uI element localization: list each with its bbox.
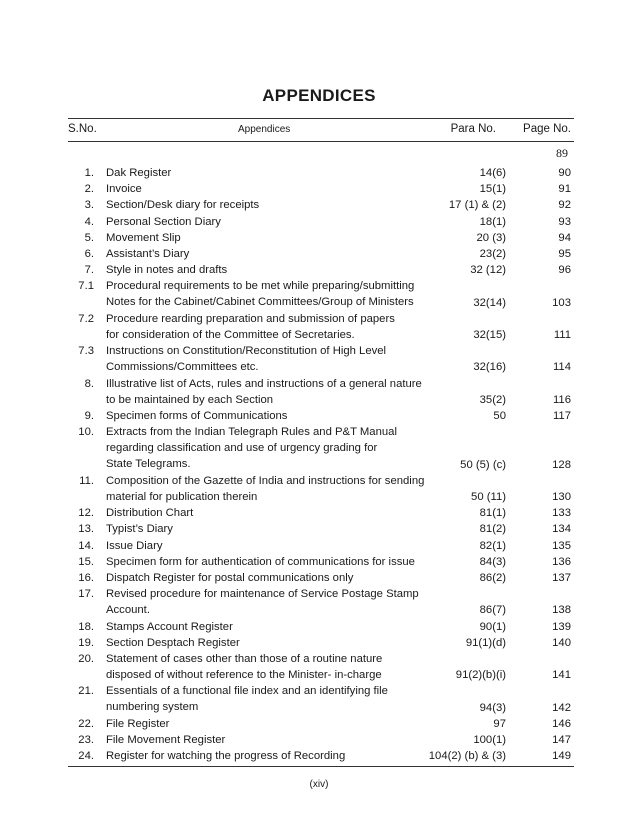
row-para-no: 50 bbox=[493, 410, 506, 422]
row-title bbox=[106, 748, 436, 764]
row-page-no: 146 bbox=[552, 717, 571, 730]
row-para-no: 86(7) bbox=[479, 604, 506, 617]
row-title bbox=[106, 554, 436, 570]
row-title-line: Section/Desk diary for receipts bbox=[106, 199, 260, 212]
row-number: 1. bbox=[84, 167, 94, 179]
row-page-no: 103 bbox=[552, 296, 571, 309]
row-para-no: 91(1)(d) bbox=[465, 636, 506, 649]
table-row bbox=[68, 651, 574, 683]
row-title bbox=[106, 570, 436, 586]
table-row bbox=[68, 214, 574, 230]
row-para-no: 20 (3) bbox=[476, 231, 506, 244]
row-number: 19. bbox=[78, 636, 94, 649]
row-title-line: material for publication therein bbox=[106, 490, 258, 503]
row-title-line: Invoice bbox=[106, 183, 142, 196]
row-title-line: Issue Diary bbox=[106, 539, 163, 552]
table-row bbox=[68, 246, 574, 262]
row-para-no: 50 (11) bbox=[471, 490, 506, 503]
table-row bbox=[68, 343, 574, 375]
row-page-no: 116 bbox=[552, 393, 571, 406]
row-para-no: 94(3) bbox=[479, 701, 506, 714]
row-para-no: 81(2) bbox=[479, 523, 506, 536]
row-title-line: Section Desptach Register bbox=[106, 636, 240, 649]
row-title bbox=[106, 214, 436, 230]
row-title-line: Register for watching the progress of Recording bbox=[106, 750, 346, 763]
row-title-line: Specimen forms of Communications bbox=[106, 410, 288, 422]
row-para-no: 100(1) bbox=[473, 734, 506, 746]
row-para-no: 32(14) bbox=[473, 296, 506, 309]
row-title-line: File Register bbox=[106, 717, 170, 730]
row-number: 7. bbox=[84, 264, 94, 277]
row-number: 7.2 bbox=[78, 312, 94, 325]
row-title-line: Notes for the Cabinet/Cabinet Committees/Group of Ministers bbox=[106, 296, 414, 309]
table-row bbox=[68, 181, 574, 197]
row-title bbox=[106, 473, 436, 505]
row-para-no: 23(2) bbox=[479, 248, 506, 260]
row-number: 13. bbox=[78, 523, 94, 536]
table-row bbox=[68, 262, 574, 278]
row-para-no: 90(1) bbox=[479, 620, 506, 633]
row-page-no: 136 bbox=[552, 555, 571, 568]
row-page-no: 141 bbox=[552, 669, 571, 682]
table-row bbox=[68, 473, 574, 505]
row-para-no: 104(2) (b) & (3) bbox=[428, 750, 506, 763]
row-title bbox=[106, 343, 436, 375]
row-page-no: 114 bbox=[552, 361, 571, 374]
table-row bbox=[68, 278, 574, 310]
row-title bbox=[106, 635, 436, 651]
table-row bbox=[68, 376, 574, 408]
row-number: 4. bbox=[84, 215, 94, 228]
row-number: 6. bbox=[84, 248, 94, 260]
row-title-line: File Movement Register bbox=[106, 734, 226, 746]
row-para-no: 50 (5) (c) bbox=[460, 458, 506, 471]
row-title-line: Dispatch Register for postal communications only bbox=[106, 572, 354, 584]
row-page-no: 142 bbox=[552, 701, 571, 714]
row-number: 5. bbox=[84, 231, 94, 244]
row-title bbox=[106, 424, 436, 472]
row-title bbox=[106, 262, 436, 278]
row-page-no: 138 bbox=[552, 604, 571, 617]
row-title-line: Typist’s Diary bbox=[106, 523, 173, 536]
row-para-no: 17 (1) & (2) bbox=[448, 199, 506, 212]
row-number: 16. bbox=[78, 572, 94, 584]
row-page-no: 133 bbox=[552, 507, 571, 520]
row-page-no: 111 bbox=[553, 328, 571, 341]
row-title bbox=[106, 683, 436, 715]
table-row bbox=[68, 311, 574, 343]
row-page-no: 134 bbox=[552, 523, 571, 536]
row-number: 18. bbox=[78, 620, 94, 633]
row-title-line: Commissions/Committees etc. bbox=[106, 361, 259, 374]
row-number: 22. bbox=[78, 717, 94, 730]
row-title-line: Procedural requirements to be met while preparing/submitting bbox=[106, 280, 415, 293]
row-title-line: Procedure rearding preparation and submission of papers bbox=[106, 312, 395, 325]
table-row bbox=[68, 716, 574, 732]
row-para-no: 32 (12) bbox=[470, 264, 506, 277]
page-title: APPENDICES bbox=[262, 86, 376, 105]
row-page-no: 130 bbox=[552, 490, 571, 503]
row-title bbox=[106, 376, 436, 408]
row-title bbox=[106, 408, 436, 424]
row-title bbox=[106, 521, 436, 537]
row-title bbox=[106, 165, 436, 181]
row-title-line: Illustrative list of Acts, rules and instructions of a general nature bbox=[106, 377, 422, 390]
row-title bbox=[106, 538, 436, 554]
row-number: 2. bbox=[84, 183, 94, 196]
table-row bbox=[68, 424, 574, 473]
row-number: 8. bbox=[84, 377, 94, 390]
table-row bbox=[68, 635, 574, 651]
table-row bbox=[68, 683, 574, 715]
row-title-line: Extracts from the Indian Telegraph Rules and P&T Manual bbox=[106, 426, 397, 439]
row-title bbox=[106, 732, 436, 748]
row-page-no: 149 bbox=[552, 750, 571, 763]
row-title bbox=[106, 619, 436, 635]
row-para-no: 86(2) bbox=[479, 572, 506, 584]
row-number: 7.1 bbox=[78, 280, 94, 293]
header-sno: S.No. bbox=[68, 123, 97, 135]
row-title-line: Personal Section Diary bbox=[106, 215, 221, 228]
row-number: 14. bbox=[78, 539, 94, 552]
row-number: 20. bbox=[78, 653, 94, 665]
row-para-no: 82(1) bbox=[479, 539, 506, 552]
row-para-no: 32(15) bbox=[473, 328, 506, 341]
row-title bbox=[106, 651, 436, 683]
table-row bbox=[68, 586, 574, 618]
table-row bbox=[68, 165, 574, 181]
table-row bbox=[68, 619, 574, 635]
row-title-line: Distribution Chart bbox=[106, 507, 194, 520]
row-number: 24. bbox=[78, 750, 94, 763]
table-row bbox=[68, 505, 574, 521]
row-number: 7.3 bbox=[78, 345, 94, 358]
row-para-no: 97 bbox=[493, 717, 506, 730]
row-number: 3. bbox=[84, 199, 94, 212]
row-title-line: Instructions on Constitution/Reconstitution of High Level bbox=[106, 345, 387, 358]
table-row bbox=[68, 554, 574, 570]
table-row bbox=[68, 521, 574, 537]
row-title bbox=[106, 505, 436, 521]
row-para-no: 91(2)(b)(i) bbox=[455, 669, 506, 682]
row-number: 9. bbox=[84, 410, 94, 422]
row-title-line: Stamps Account Register bbox=[106, 620, 233, 633]
row-number: 11. bbox=[79, 474, 94, 487]
row-para-no: 14(6) bbox=[479, 167, 506, 179]
header-appendices: Appendices bbox=[238, 124, 291, 135]
row-title-line: disposed of without reference to the Minister- in-charge bbox=[106, 669, 382, 681]
header-page-no: Page No. bbox=[523, 123, 571, 135]
row-title-line: Essentials of a functional file index and an identifying file bbox=[106, 685, 388, 698]
row-para-no: 18(1) bbox=[479, 215, 506, 228]
table-row bbox=[68, 197, 574, 213]
row-title-line: State Telegrams. bbox=[106, 458, 191, 471]
row-title-line: Revised procedure for maintenance of Service Postage Stamp bbox=[106, 588, 419, 601]
row-title-line: Account. bbox=[106, 604, 150, 617]
table-header bbox=[68, 118, 574, 142]
row-title bbox=[106, 586, 436, 618]
row-page-no: 91 bbox=[558, 183, 571, 196]
row-page-no: 94 bbox=[558, 231, 571, 244]
table-row bbox=[68, 570, 574, 586]
row-title-line: Movement Slip bbox=[106, 231, 181, 244]
row-page-no: 140 bbox=[552, 636, 571, 649]
header-para-no: Para No. bbox=[450, 123, 496, 135]
row-para-no: 84(3) bbox=[479, 555, 506, 568]
row-number: 15. bbox=[78, 555, 94, 568]
row-number: 23. bbox=[78, 734, 94, 746]
row-number: 10. bbox=[78, 426, 94, 439]
row-title-line: Statement of cases other than those of a routine nature bbox=[106, 653, 383, 665]
row-page-no: 139 bbox=[552, 620, 571, 633]
row-title-line: Composition of the Gazette of India and instructions for sending bbox=[106, 474, 425, 487]
row-page-no: 128 bbox=[552, 458, 571, 471]
row-title bbox=[106, 246, 436, 262]
start-page-number: 89 bbox=[556, 146, 568, 160]
row-title bbox=[106, 311, 436, 343]
row-title-line: numbering system bbox=[106, 701, 199, 714]
row-number: 17. bbox=[78, 588, 94, 601]
row-title-line: Dak Register bbox=[106, 167, 172, 179]
table-row bbox=[68, 408, 574, 424]
row-title-line: to be maintained by each Section bbox=[106, 393, 274, 406]
row-page-no: 95 bbox=[558, 248, 571, 260]
row-page-no: 96 bbox=[558, 264, 571, 277]
row-title bbox=[106, 716, 436, 732]
row-page-no: 135 bbox=[552, 539, 571, 552]
row-title bbox=[106, 230, 436, 246]
row-number: 12. bbox=[78, 507, 94, 520]
row-page-no: 117 bbox=[552, 410, 571, 422]
table-row bbox=[68, 748, 574, 764]
bottom-rule bbox=[68, 766, 574, 767]
row-page-no: 93 bbox=[558, 215, 571, 228]
row-page-no: 137 bbox=[552, 572, 571, 584]
row-title-line: Style in notes and drafts bbox=[106, 264, 228, 277]
row-title bbox=[106, 278, 436, 310]
row-page-no: 90 bbox=[558, 167, 571, 179]
table-row bbox=[68, 732, 574, 748]
row-title-line: for consideration of the Committee of Secretaries. bbox=[106, 328, 355, 341]
row-title bbox=[106, 197, 436, 213]
row-title-line: Specimen form for authentication of communications for issue bbox=[106, 555, 415, 568]
row-para-no: 81(1) bbox=[479, 507, 506, 520]
page-footer: (xiv) bbox=[309, 779, 329, 790]
row-page-no: 92 bbox=[558, 199, 571, 212]
row-para-no: 35(2) bbox=[479, 393, 506, 406]
row-para-no: 32(16) bbox=[473, 361, 506, 374]
row-page-no: 147 bbox=[552, 734, 571, 746]
row-number: 21. bbox=[78, 685, 94, 698]
row-title bbox=[106, 181, 436, 197]
row-title-line: regarding classification and use of urgency grading for bbox=[106, 442, 378, 455]
table-row bbox=[68, 230, 574, 246]
row-para-no: 15(1) bbox=[479, 183, 506, 196]
table-row bbox=[68, 538, 574, 554]
row-title-line: Assistant’s Diary bbox=[106, 248, 190, 260]
